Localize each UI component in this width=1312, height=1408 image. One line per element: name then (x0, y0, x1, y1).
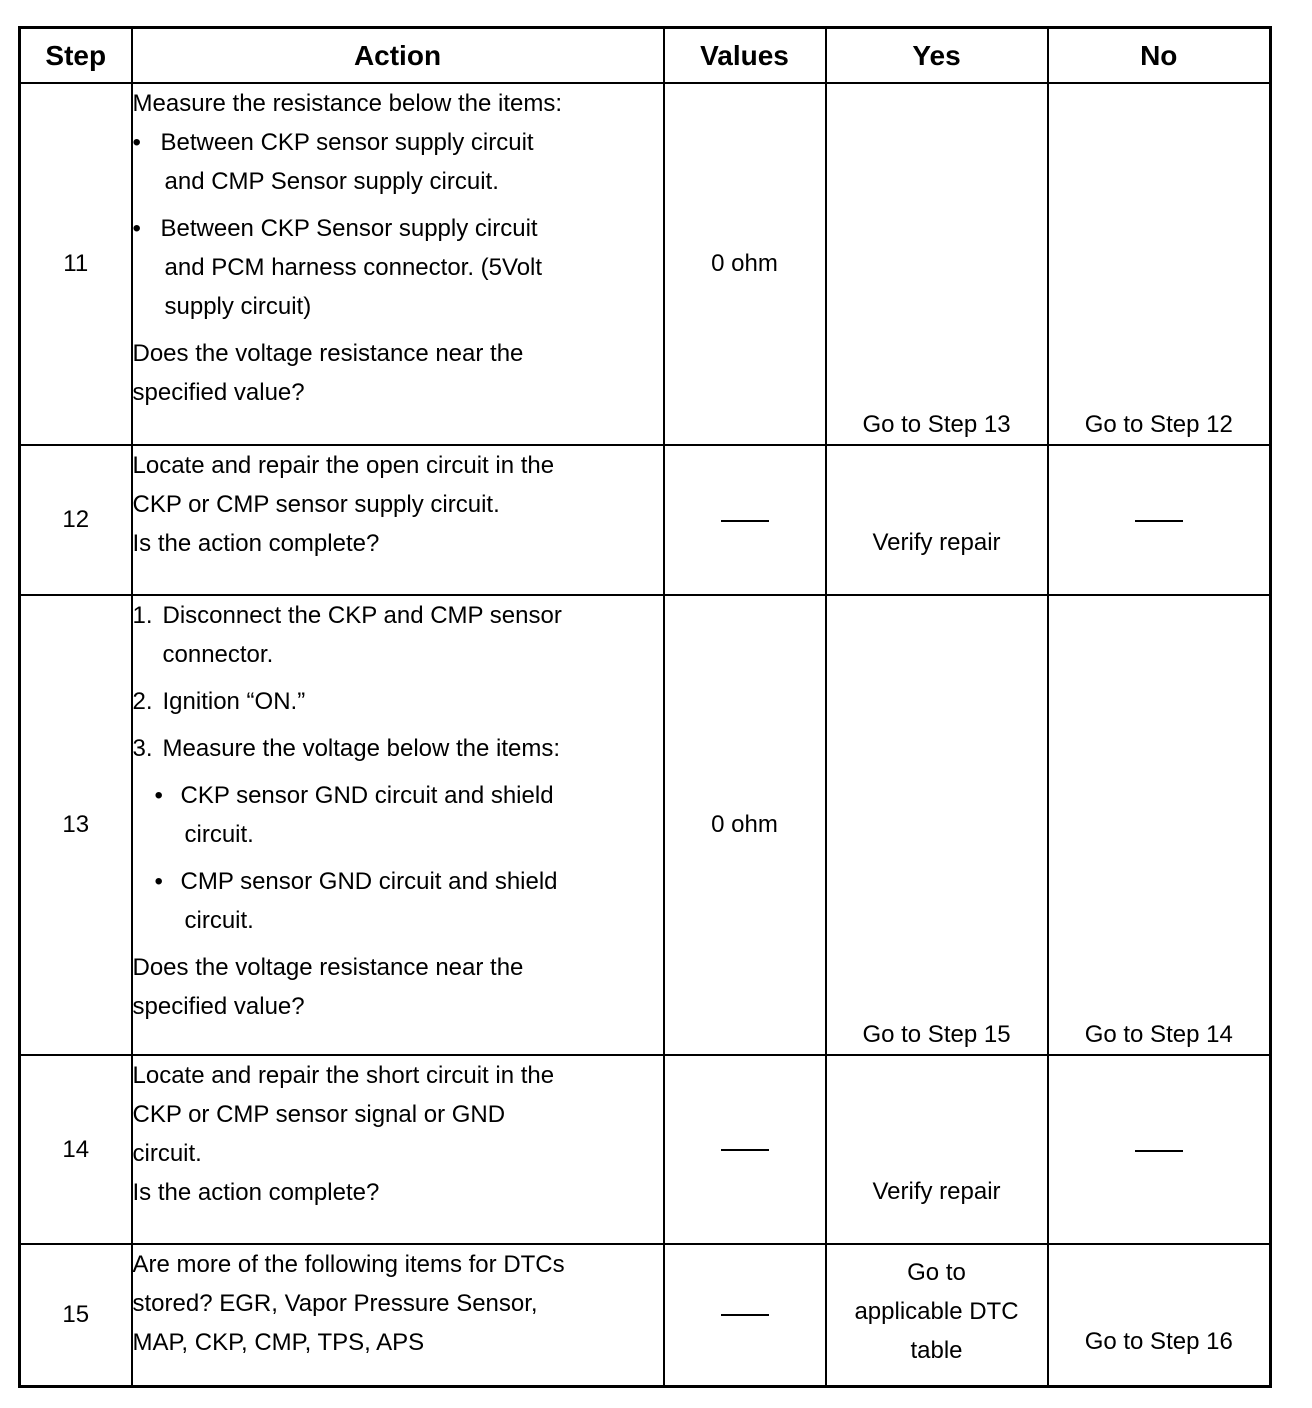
action-cell (132, 83, 664, 445)
action-cell: Locate and repair the short circuit in the CKP or CMP sensor signal or GND circuit. Is the action complete? (132, 1055, 664, 1244)
action-question: specified value? (132, 993, 305, 1020)
action-bullet: • Between CKP sensor supply circuit and CMP Sensor supply circuit. (133, 123, 663, 201)
yes-cell: Verify repair (826, 1055, 1048, 1244)
no-cell: Go to Step 12 (1048, 83, 1271, 445)
action-step: 2. Ignition “ON.” (132, 688, 306, 715)
dash-placeholder (1135, 520, 1183, 522)
header-yes: Yes (826, 28, 1048, 84)
table-row (20, 595, 1271, 1055)
values-cell (664, 445, 826, 595)
action-bullet: • Between CKP Sensor supply circuit and PCM harness connector. (5Volt supply circuit) (133, 209, 663, 326)
dash-placeholder (721, 1314, 769, 1316)
step-number: 14 (20, 1055, 132, 1244)
action-bullet: • CKP sensor GND circuit and shield circuit. (133, 776, 663, 854)
header-row (20, 28, 1271, 84)
step-number: 15 (20, 1244, 132, 1386)
action-cell (132, 595, 664, 1055)
table-row (20, 445, 1271, 595)
step-number: 11 (20, 83, 132, 445)
yes-cell: Go to Step 15 (826, 595, 1048, 1055)
dash-placeholder (721, 1149, 769, 1151)
yes-cell: Go to Step 13 (826, 83, 1048, 445)
table-row (20, 1055, 1271, 1244)
action-step: 3. Measure the voltage below the items: (132, 735, 561, 762)
values-cell: 0 ohm (664, 595, 826, 1055)
action-bullet: • CMP sensor GND circuit and shield circuit. (133, 862, 663, 940)
action-question: specified value? (132, 379, 305, 406)
dash-placeholder (721, 520, 769, 522)
header-values: Values (664, 28, 826, 84)
action-question: Does the voltage resistance near the (132, 340, 524, 367)
no-cell (1048, 1055, 1271, 1244)
step-number: 13 (20, 595, 132, 1055)
no-cell (1048, 445, 1271, 595)
action-cell: Are more of the following items for DTCs stored? EGR, Vapor Pressure Sensor, MAP, CKP, CMP, TPS, APS (132, 1244, 664, 1386)
yes-cell: Verify repair (826, 445, 1048, 595)
table-row (20, 83, 1271, 445)
action-step: 1. Disconnect the CKP and CMP sensor connector. (132, 602, 562, 668)
diagnostic-table (18, 26, 1272, 1388)
dash-placeholder (1135, 1150, 1183, 1152)
table-row (20, 1244, 1271, 1386)
header-no: No (1048, 28, 1271, 84)
no-cell: Go to Step 14 (1048, 595, 1271, 1055)
step-number: 12 (20, 445, 132, 595)
header-step: Step (20, 28, 132, 84)
values-cell: 0 ohm (664, 83, 826, 445)
values-cell (664, 1244, 826, 1386)
header-action: Action (132, 28, 664, 84)
action-intro: Measure the resistance below the items: (132, 90, 563, 117)
action-cell: Locate and repair the open circuit in the CKP or CMP sensor supply circuit. Is the action complete? (132, 445, 664, 595)
yes-cell: Go to applicable DTC table (826, 1244, 1048, 1386)
action-question: Does the voltage resistance near the (132, 954, 524, 981)
no-cell: Go to Step 16 (1048, 1244, 1271, 1386)
values-cell (664, 1055, 826, 1244)
